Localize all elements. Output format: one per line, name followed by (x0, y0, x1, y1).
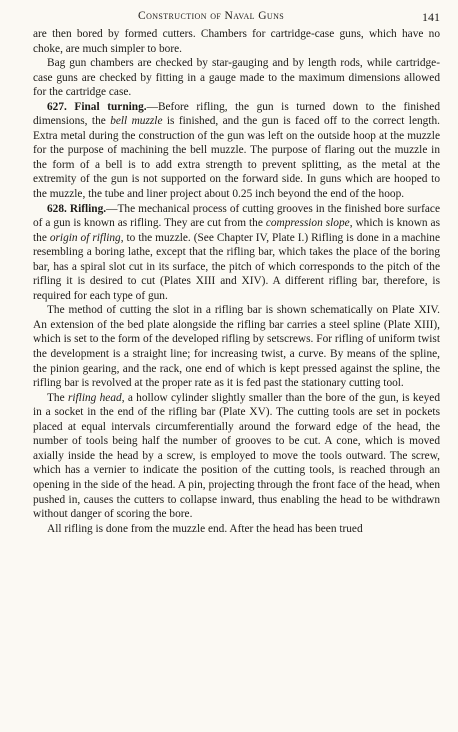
term-rifling-head: rifling head (67, 391, 122, 404)
term-origin-of-rifling: origin of rifling (49, 231, 121, 244)
paragraph-chamber-boring: are then bored by formed cutters. Chambers for cartridge-case guns, which have no choke, are much simpler to bore. (33, 28, 440, 55)
section-heading-628: 628. Rifling. (47, 202, 107, 215)
paragraph-final-turning: 627. Final turning.—Before rifling, the gun is turned down to the finished dimensions, the bell muzzle is finished, and the gun is faced off to the correct length. Extra metal during the construction of the gun was left on the outside hoop at the muzzle for the purpose of machining the bell muzzle. The purpose of flaring out the muzzle in the form of a bell is to add extra strength to prevent splitting, as the metal at the extremity of the gun is not supported on the forward side. In guns which are hooped to the muzzle, the tube and liner project about 0.25 inch beyond the end of the hoop. (33, 100, 441, 201)
running-title: Construction of Naval Guns (138, 10, 285, 22)
paragraph-chamber-checking: Bag gun chambers are checked by star-gauging and by length rods, while cartridge-case guns are checked by fitting in a gauge made to the maximum dimensions allowed for the cartridge case. (33, 57, 440, 99)
page-body (33, 27, 440, 536)
page-header (33, 8, 440, 27)
paragraph-rifling-bar-slot: The method of cutting the slot in a rifling bar is shown schematically on Plate XIV. An extension of the bed plate alongside the rifling bar carries a steel spline (Plate XIII), which is set to the form of the developed rifling by setscrews. For rifling of uniform twist the development is a straight line; for increasing twist, a curve. By means of the spline, the pinion gearing, and the rack, one end of which is kept pressed against the spline, the rifling bar is revolved at the proper rate as it is fed past the stationary cutting tool. (33, 304, 440, 390)
page-number: 141 (422, 10, 440, 24)
paragraph-rifling-head: The rifling head, a hollow cylinder slightly smaller than the bore of the gun, is keyed in a socket in the end of the rifling bar (Plate XV). The cutting tools are set in pockets placed at equal intervals circumferentially around the forward edge of the head, the number of tools being half the number of grooves to be cut. A cone, which is moved axially inside the head by a screw, is employed to move the tools outward. The screw, which has a vernier to indicate the position of the cutting tools, is reached through an opening in the side of the head. A pin, projecting through the front face of the head, when pushed in, causes the cutters to collapse inward, thus enabling the head to be withdrawn without danger of scoring the bore. (33, 391, 440, 521)
term-bell-muzzle: bell muzzle (110, 115, 163, 128)
section-heading-627: 627. Final turning. (47, 100, 147, 113)
paragraph-rifling: 628. Rifling.—The mechanical process of cutting grooves in the finished bore surface of a gun is known as rifling. They are cut from the compression slope, which is known as the origin of rifling, to the muzzle. (See Chapter IV, Plate I.) Rifling is done in a machine resembling a boring lathe, except that the rifling bar, which takes the place of the boring bar, has a spiral slot cut in its surface, the pitch of which corresponds to the pitch of the rifling it is desired to cut (Plates XIII and XIV). A different rifling bar, therefore, is required for each type of gun. (33, 202, 440, 302)
paragraph-muzzle-end: All rifling is done from the muzzle end. After the head has been trued (47, 522, 363, 535)
term-compression-slope: compression slope (265, 217, 350, 230)
